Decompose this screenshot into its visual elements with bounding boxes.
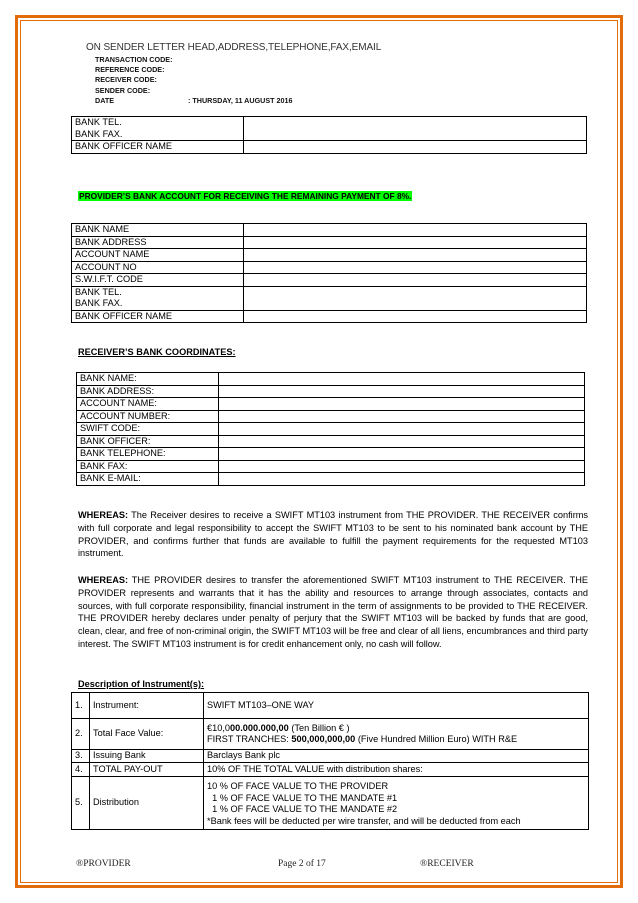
whereas-provider-paragraph [78, 574, 588, 651]
reference-code: REFERENCE CODE: [95, 65, 165, 75]
whereas-text: The Receiver desires to receive a SWIFT MT103 instrument from THE PROVIDER. THE RECEIVER confirms with full corporate and legal responsibility to accept the SWIFT MT103 to be sent to his nominated bank account by THE PROVIDER, and confirms further that funds are available to fulfill the payment requirements for the requested MT103 instrument. [78, 510, 588, 559]
sender-code: SENDER CODE: [95, 85, 151, 95]
whereas-label: WHEREAS: [78, 575, 129, 585]
table-row: 3. Issuing Bank Barclays Bank plc [72, 750, 589, 763]
first-tranches-line: FIRST TRANCHES: 500,000,000,00 (Five Hundred Million Euro) WITH R&E [207, 734, 518, 744]
table-row: BANK FAX: [77, 460, 585, 473]
instrument-description-table [71, 692, 589, 830]
table-row [72, 117, 587, 141]
table-row: 2. Total Face Value: €10,000.000.000,00 (Ten Billion € ) FIRST TRANCHES: 500,000,000,00 (Five Hundred Million Euro) WITH R&E [72, 719, 589, 750]
table-cell: BANK TEL. BANK FAX. [72, 117, 244, 141]
whereas-receiver-paragraph [78, 509, 588, 560]
table-row: BANK OFFICER NAME [72, 310, 587, 323]
date-label: DATE [95, 95, 115, 105]
whereas-text: THE PROVIDER desires to transfer the aforementioned SWIFT MT103 instrument to THE RECEIVER. THE PROVIDER represents and warrants that it has the ability and resources to arrange through associates, contacts and sources, with full corporate responsibility, financial instrument in the term of assignments to be provided to THE RECEIVER. THE PROVIDER hereby declares under penalty of perjury that the SWIFT MT103 will be backed by funds that are good, clean, clear, and free of non-criminal origin, the SWIFT MT103 will be free and clear of all liens, encumbrances and third party interest. The SWIFT MT103 instrument is for credit enhancement only, no cash will follow. [78, 575, 588, 649]
receiver-code: RECEIVER CODE: [95, 75, 157, 85]
provider-bank-table [71, 223, 587, 323]
table-row: BANK TEL. BANK FAX. [72, 286, 587, 310]
description-heading: Description of Instrument(s): [78, 679, 205, 689]
table-row: ACCOUNT NO [72, 261, 587, 274]
table-row: ACCOUNT NAME: [77, 398, 585, 411]
top-bank-table [71, 116, 587, 154]
table-row: S.W.I.F.T. CODE [72, 274, 587, 287]
provider-heading: PROVIDER’S BANK ACCOUNT FOR RECEIVING THE REMAINING PAYMENT OF 8%. [79, 191, 412, 201]
table-row: BANK TELEPHONE: [77, 448, 585, 461]
date-row [95, 96, 293, 106]
table-cell-empty [244, 117, 587, 141]
letterhead-line: ON SENDER LETTER HEAD,ADDRESS,TELEPHONE,FAX,EMAIL [86, 42, 382, 53]
table-cell: BANK OFFICER NAME [72, 141, 244, 154]
face-value-line: €10,000.000.000,00 (Ten Billion € ) [207, 722, 350, 733]
whereas-label: WHEREAS: [78, 510, 129, 520]
footer-page-number: Page 2 of 17 [278, 859, 326, 869]
table-cell-empty [244, 141, 587, 154]
transaction-code: TRANSACTION CODE: [95, 55, 173, 64]
transaction-codes-block [95, 55, 293, 106]
table-row: SWIFT CODE: [77, 423, 585, 436]
table-row: BANK E-MAIL: [77, 473, 585, 486]
table-row: BANK ADDRESS [72, 236, 587, 249]
table-row [72, 141, 587, 154]
table-row: 5. Distribution 10 % OF FACE VALUE TO THE PROVIDER 1 % OF FACE VALUE TO THE MANDATE #1 1 % OF FACE VALUE TO THE MANDATE #2 *Bank fees will be deducted per wire transfer, and will be deducted from each [72, 777, 589, 830]
table-row: BANK OFFICER: [77, 435, 585, 448]
footer-right: ®RECEIVER [420, 859, 474, 869]
receiver-heading: RECEIVER’S BANK COORDINATES: [78, 347, 236, 357]
receiver-bank-table [76, 372, 585, 486]
date-value: : THURSDAY, 11 AUGUST 2016 [188, 95, 293, 105]
table-row: BANK NAME: [77, 373, 585, 386]
table-row: BANK ADDRESS: [77, 385, 585, 398]
table-row: ACCOUNT NUMBER: [77, 410, 585, 423]
table-row: BANK NAME [72, 224, 587, 237]
table-row: 1. Instrument: SWIFT MT103–ONE WAY [72, 693, 589, 719]
table-row: ACCOUNT NAME [72, 249, 587, 262]
footer-left: ®PROVIDER [76, 859, 131, 869]
table-row: 4. TOTAL PAY-OUT 10% OF THE TOTAL VALUE with distribution shares: [72, 763, 589, 777]
